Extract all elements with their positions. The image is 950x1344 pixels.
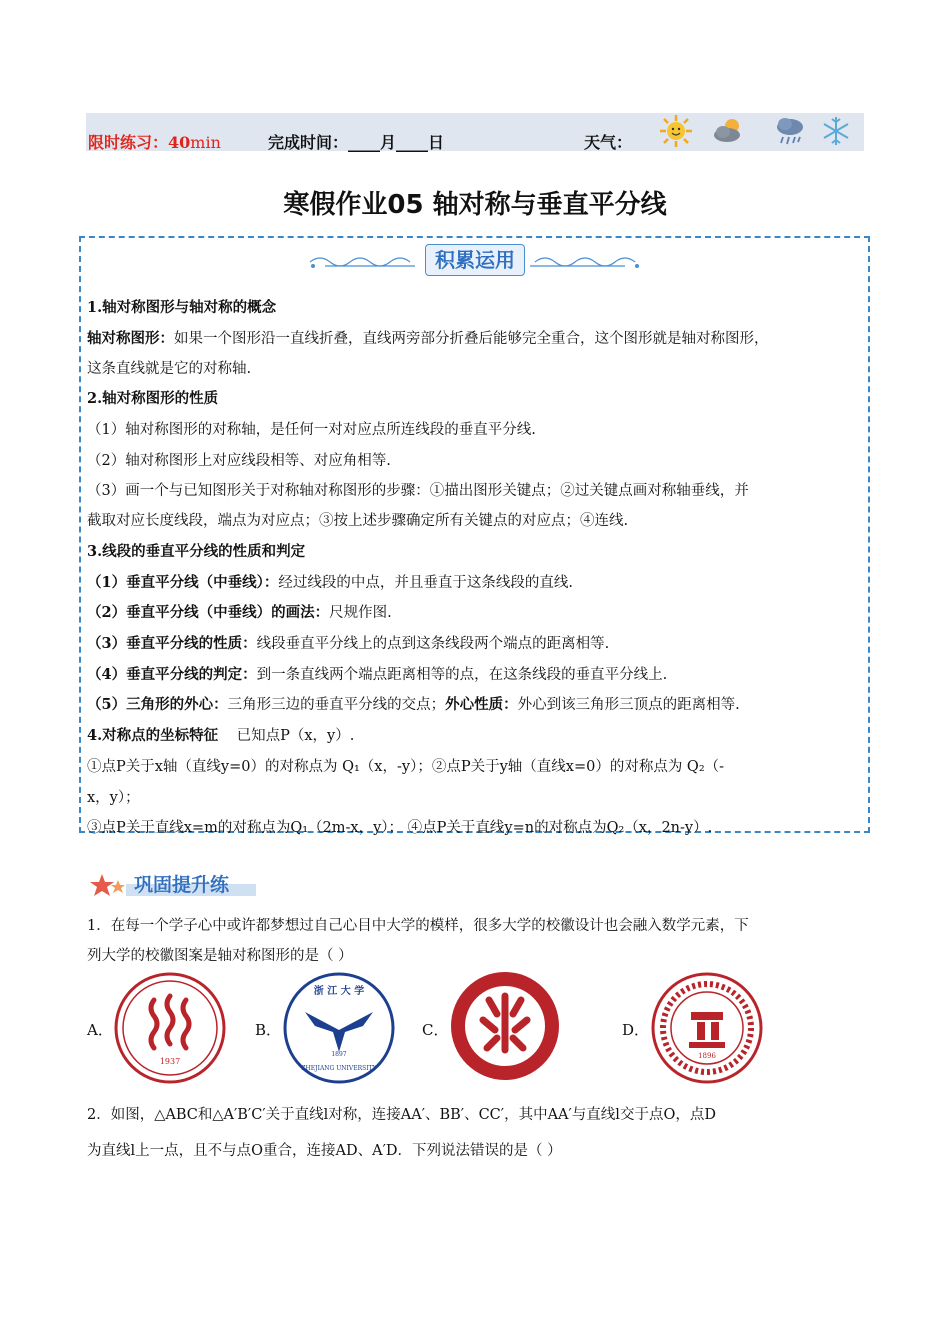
header-bar <box>86 113 864 151</box>
snow-icon <box>818 113 854 149</box>
svg-text:1937: 1937 <box>159 1057 181 1066</box>
section-title-consolidate: 巩固提升练 <box>134 874 230 896</box>
svg-text:1896: 1896 <box>698 1052 716 1060</box>
svg-text:1897: 1897 <box>331 1051 347 1058</box>
page-title: 寒假作业05 轴对称与垂直平分线 <box>283 190 667 220</box>
time-limit: 限时练习：40min <box>88 133 221 152</box>
heading-4: 4.对称点的坐标特征 已知点P（x，y）. <box>87 727 355 744</box>
option-d-label[interactable]: D． <box>622 1021 650 1039</box>
sun-icon <box>658 113 694 149</box>
completion-time: 完成时间：____月____日 <box>268 133 445 152</box>
option-a-label[interactable]: A． <box>87 1021 113 1039</box>
para-1b: 这条直线就是它的对称轴. <box>87 361 252 377</box>
svg-text:浙 江 大 学: 浙 江 大 学 <box>313 986 365 997</box>
para-5: （1）垂直平分线（中垂线）：经过线段的中点，并且垂直于这条线段的直线. <box>87 574 573 591</box>
para-9: （5）三角形的外心：三角形三边的垂直平分线的交点；外心性质：外心到该三角形三顶点的距离相等. <box>87 696 740 713</box>
section-badge-accumulate: 积累运用 <box>425 244 525 276</box>
q2-line2: 为直线l上一点，且不与点O重合，连接AD、A′D．下列说法错误的是（ ） <box>87 1143 562 1159</box>
option-a-logo[interactable] <box>114 972 226 1084</box>
partly-cloudy-icon <box>710 113 746 149</box>
option-b-logo[interactable] <box>283 972 395 1084</box>
coord-line-3: ③点P关于直线x=m的对称点为Q₁（2m-x，y）； ④点P关于直线y=n的对称点为Q₂（x，2n-y）. <box>87 820 713 836</box>
svg-text:ZHEJIANG UNIVERSITY: ZHEJIANG UNIVERSITY <box>301 1065 377 1072</box>
para-3: （2）轴对称图形上对应线段相等、对应角相等. <box>87 453 391 469</box>
option-c-logo[interactable] <box>449 970 561 1082</box>
option-b-label[interactable]: B． <box>255 1021 282 1039</box>
para-4b: 截取对应长度线段，端点为对应点；③按上述步骤确定所有关键点的对应点；④连线. <box>87 513 629 529</box>
para-7: （3）垂直平分线的性质：线段垂直平分线上的点到这条线段两个端点的距离相等. <box>87 635 610 652</box>
option-d-logo[interactable] <box>651 972 763 1084</box>
para-4a: （3）画一个与已知图形关于对称轴对称图形的步骤：①描出图形关键点；②过关键点画对称轴垂线，并 <box>87 483 749 499</box>
coord-line-1: ①点P关于x轴（直线y=0）的对称点为 Q₁（x，-y）；②点P关于y轴（直线x=0）的对称点为 Q₂（- <box>87 759 725 775</box>
heading-3: 3.线段的垂直平分线的性质和判定 <box>87 543 306 560</box>
weather-label: 天气： <box>584 133 633 152</box>
para-6: （2）垂直平分线（中垂线）的画法：尺规作图. <box>87 604 392 621</box>
rain-icon <box>772 113 808 149</box>
coord-line-2: x，y）； <box>87 790 140 806</box>
heading-2: 2.轴对称图形的性质 <box>87 390 219 407</box>
para-8: （4）垂直平分线的判定：到一条直线两个端点距离相等的点，在这条线段的垂直平分线上. <box>87 666 668 683</box>
q1-line1: 1．在每一个学子心中或许都梦想过自己心目中大学的模样，很多大学的校徽设计也会融入数学元素，下 <box>87 918 749 934</box>
heading-1: 1.轴对称图形与轴对称的概念 <box>87 299 277 316</box>
q1-line2: 列大学的校徽图案是轴对称图形的是（ ） <box>87 948 353 964</box>
para-1: 轴对称图形：如果一个图形沿一直线折叠，直线两旁部分折叠后能够完全重合，这个图形就是轴对称图形， <box>87 330 769 347</box>
para-2: （1）轴对称图形的对称轴，是任何一对对应点所连线段的垂直平分线. <box>87 422 536 438</box>
q2-line1: 2．如图，△ABC和△A′B′C′关于直线l对称，连接AA′、BB′、CC′，其中AA′与直线l交于点O，点D <box>87 1107 716 1123</box>
option-c-label[interactable]: C． <box>422 1021 449 1039</box>
